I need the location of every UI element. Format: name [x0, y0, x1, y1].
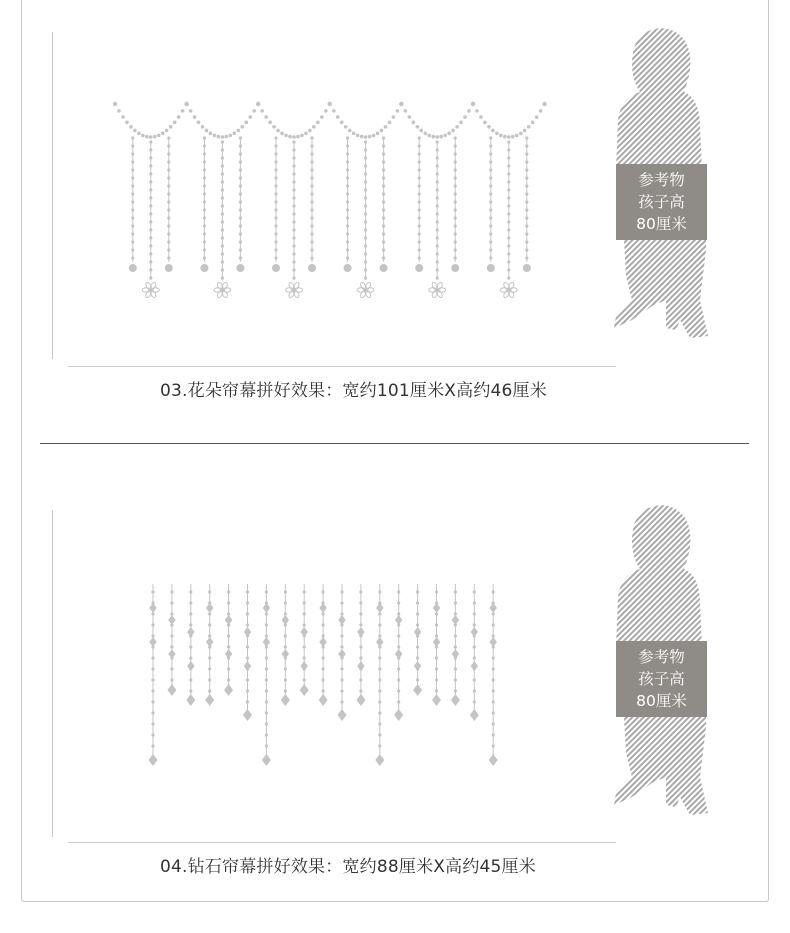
reference-line-2: 孩子高 — [638, 193, 685, 211]
reference-line-1: 参考物 — [638, 171, 685, 189]
reference-line-1: 参考物 — [638, 648, 685, 666]
caption-diamond-curtain: 04.钻石帘幕拼好效果：宽约88厘米X高约45厘米 — [160, 857, 536, 877]
reference-label-2 — [616, 641, 707, 717]
caption-flower-curtain: 03.花朵帘幕拼好效果：宽约101厘米X高约46厘米 — [160, 381, 547, 401]
reference-line-3: 80厘米 — [636, 692, 687, 710]
reference-line-3: 80厘米 — [636, 215, 687, 233]
reference-line-2: 孩子高 — [638, 670, 685, 688]
